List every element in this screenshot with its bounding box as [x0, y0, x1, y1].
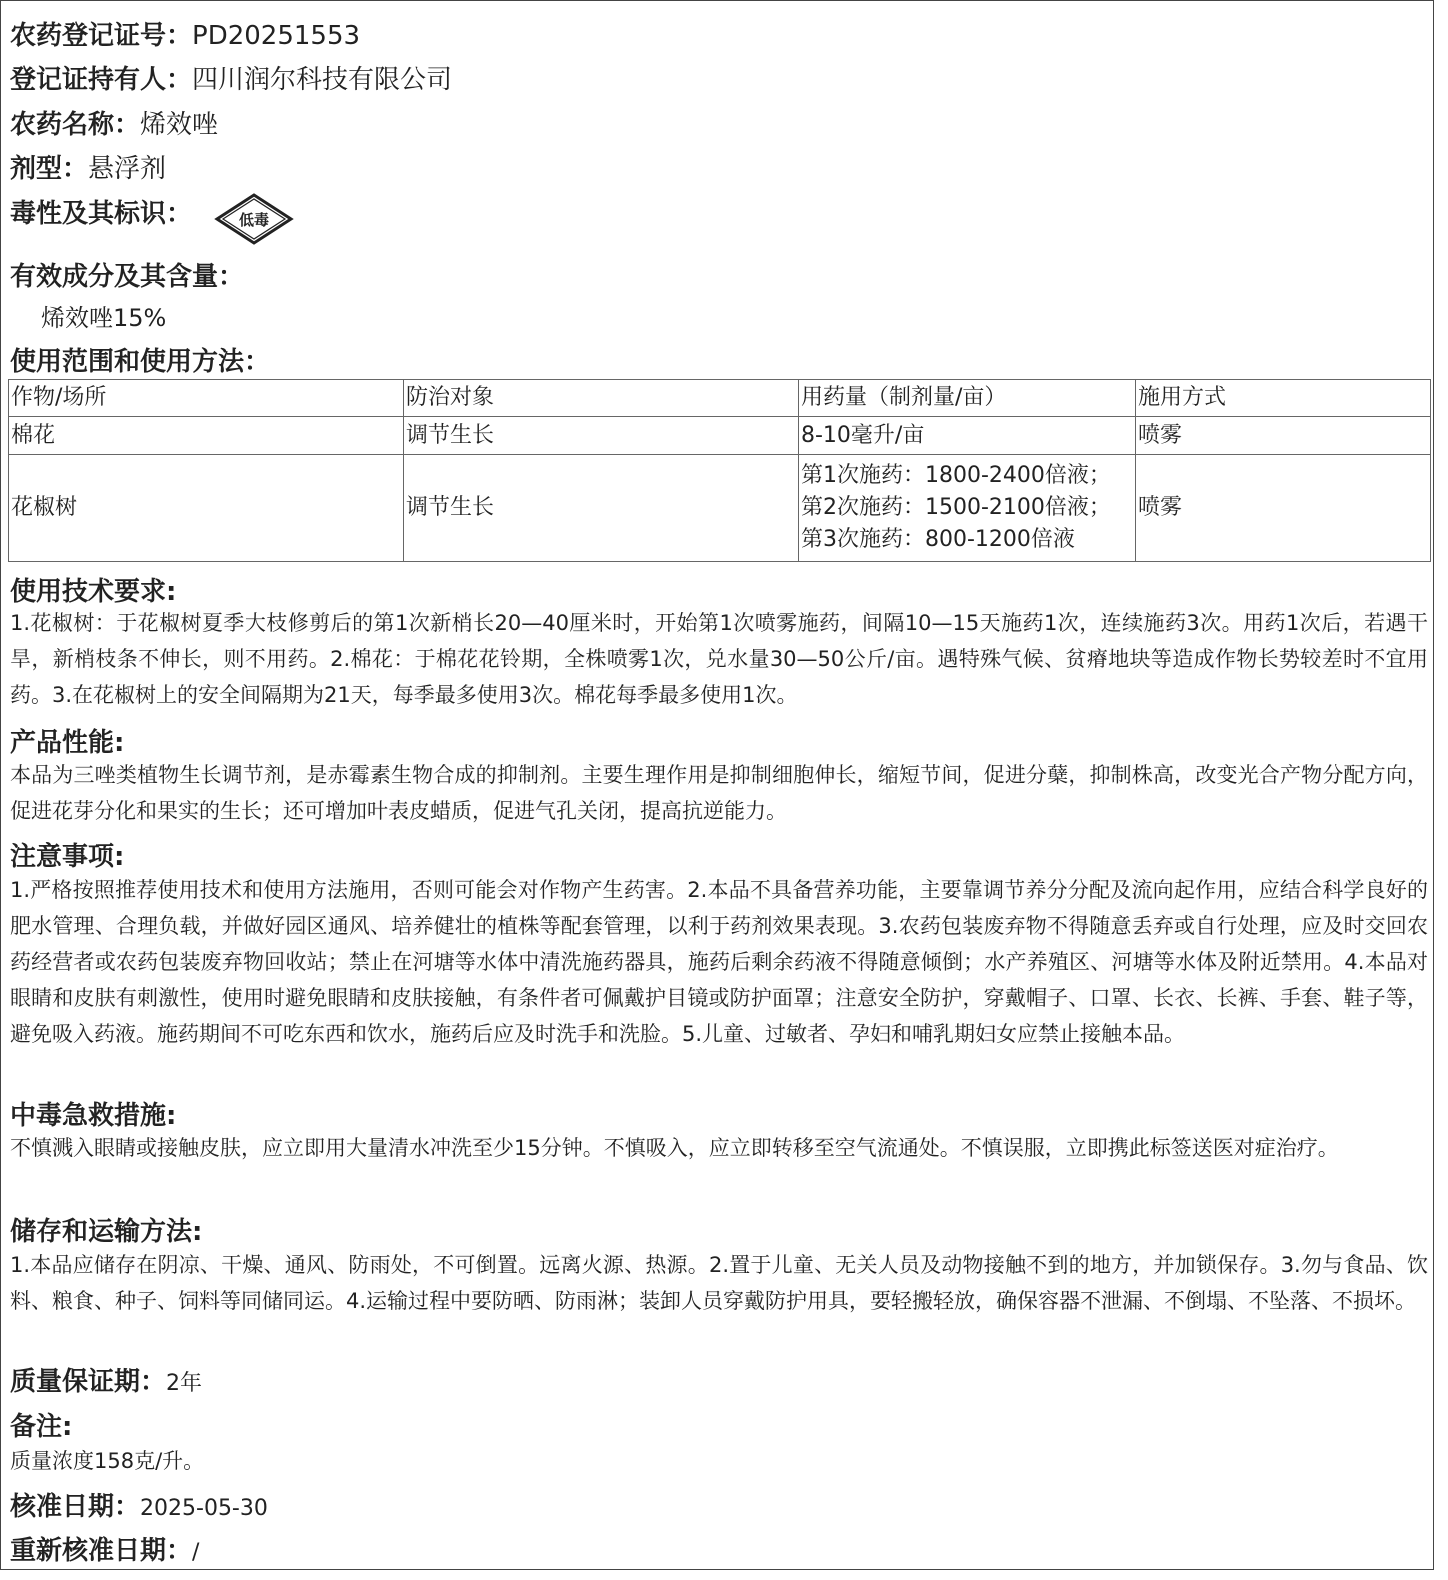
- approval-date-value: 2025-05-30: [140, 1496, 268, 1521]
- precautions-text: 1.严格按照推荐使用技术和使用方法施用，否则可能会对作物产生药害。2.本品不具备营养功能，主要靠调节养分分配及流向起作用，应结合科学良好的肥水管理、合理负载，并做好园区通风、培养健壮的植株等配套管理，以利于药剂效果表现。3.农药包装废弃物不得随意丢弃或自行处理，应及时交回农药经营者或农药包装废弃物回收站；禁止在河塘等水体中清洗施药器具，施药后剩余药液不得随意倾倒；水产养殖区、河塘等水体及附近禁用。4.本品对眼睛和皮肤有刺激性，使用时避免眼睛和皮肤接触，有条件者可佩戴护目镜或防护面罩；注意安全防护，穿戴帽子、口罩、长衣、长裤、手套、鞋子等，避免吸入药液。施药期间不可吃东西和饮水，施药后应及时洗手和洗脸。5.儿童、过敏者、孕妇和哺乳期妇女应禁止接触本品。: [10, 878, 1428, 1046]
- table-row: [9, 417, 1431, 455]
- reapproval-date-row: [10, 1530, 199, 1567]
- remarks-text: 质量浓度158克/升。: [10, 1449, 205, 1473]
- precautions-heading: 注意事项:: [10, 842, 125, 872]
- usage-crop-cell: 棉花: [9, 417, 404, 455]
- usage-target-cell: 调节生长: [404, 417, 799, 455]
- product-name-value: 烯效唑: [140, 110, 219, 140]
- dosage-line: 第3次施药：800-1200倍液: [801, 527, 1075, 552]
- table-row: [9, 455, 1431, 562]
- registration-row: [10, 15, 360, 52]
- shelf-life-value: 2年: [166, 1371, 203, 1396]
- first-aid-heading: 中毒急救措施:: [10, 1101, 177, 1131]
- diamond-toxicity-icon: [214, 191, 294, 247]
- technical-text: 1.花椒树：于花椒树夏季大枝修剪后的第1次新梢长20—40厘米时，开始第1次喷雾施药，间隔10—15天施药1次，连续施药3次。用药1次后，若遇干旱，新梢枝条不伸长，则不用药。2.棉花：于棉花花铃期，全株喷雾1次，兑水量30—50公斤/亩。遇特殊气候、贫瘠地块等造成作物长势较差时不宜用药。3.在花椒树上的安全间隔期为21天，每季最多使用3次。棉花每季最多使用1次。: [10, 611, 1428, 707]
- technical-heading: 使用技术要求:: [10, 577, 177, 607]
- performance-heading: 产品性能:: [10, 728, 125, 758]
- formulation-row: [10, 148, 166, 185]
- holder-label: 登记证持有人：: [10, 65, 193, 95]
- toxicity-row: [10, 193, 192, 230]
- formulation-label: 剂型：: [10, 154, 89, 184]
- reapproval-date-value: /: [192, 1540, 200, 1565]
- storage-heading: 储存和运输方法:: [10, 1217, 203, 1247]
- usage-header-method: 施用方式: [1136, 380, 1431, 417]
- toxicity-label: 毒性及其标识：: [10, 199, 193, 229]
- usage-header-dosage: 用药量（制剂量/亩）: [799, 380, 1136, 417]
- shelf-life-label: 质量保证期：: [10, 1367, 167, 1397]
- usage-header-crop: 作物/场所: [9, 380, 404, 417]
- usage-dosage-cell: 8-10毫升/亩: [799, 417, 1136, 455]
- toxicity-badge-text: 低毒: [238, 211, 270, 229]
- reapproval-date-label: 重新核准日期：: [10, 1536, 193, 1566]
- ingredients-heading: 有效成分及其含量：: [10, 262, 245, 292]
- holder-value: 四川润尔科技有限公司: [192, 65, 453, 95]
- usage-dosage-cell: [799, 455, 1136, 562]
- registration-value: PD20251553: [192, 21, 361, 51]
- usage-method-cell: 喷雾: [1136, 417, 1431, 455]
- shelf-life-row: [10, 1361, 202, 1398]
- ingredients-value: 烯效唑15%: [41, 304, 167, 332]
- usage-target-cell: 调节生长: [404, 455, 799, 562]
- usage-table: [8, 379, 1431, 562]
- storage-text: 1.本品应储存在阴凉、干燥、通风、防雨处，不可倒置。远离火源、热源。2.置于儿童、无关人员及动物接触不到的地方，并加锁保存。3.勿与食品、饮料、粮食、种子、饲料等同储同运。4.运输过程中要防晒、防雨淋；装卸人员穿戴防护用具，要轻搬轻放，确保容器不泄漏、不倒塌、不坠落、不损坏。: [10, 1253, 1428, 1313]
- dosage-line: 第2次施药：1500-2100倍液；: [801, 495, 1111, 520]
- usage-heading: 使用范围和使用方法：: [10, 347, 271, 377]
- first-aid-text: 不慎溅入眼睛或接触皮肤，应立即用大量清水冲洗至少15分钟。不慎吸入，应立即转移至空气流通处。不慎误服，立即携此标签送医对症治疗。: [10, 1136, 1339, 1160]
- approval-date-label: 核准日期：: [10, 1492, 141, 1522]
- dosage-line: 第1次施药：1800-2400倍液；: [801, 463, 1111, 488]
- registration-label: 农药登记证号：: [10, 21, 193, 51]
- remarks-heading: 备注:: [10, 1412, 73, 1442]
- usage-header-target: 防治对象: [404, 380, 799, 417]
- performance-text: 本品为三唑类植物生长调节剂，是赤霉素生物合成的抑制剂。主要生理作用是抑制细胞伸长，缩短节间，促进分蘖，抑制株高，改变光合产物分配方向，促进花芽分化和果实的生长；还可增加叶表皮蜡质，促进气孔关闭，提高抗逆能力。: [10, 763, 1428, 823]
- usage-crop-cell: 花椒树: [9, 455, 404, 562]
- formulation-value: 悬浮剂: [88, 154, 167, 184]
- product-name-row: [10, 104, 218, 141]
- approval-date-row: [10, 1486, 268, 1523]
- product-name-label: 农药名称：: [10, 110, 141, 140]
- usage-method-cell: 喷雾: [1136, 455, 1431, 562]
- holder-row: [10, 59, 452, 96]
- usage-table-header-row: [9, 380, 1431, 417]
